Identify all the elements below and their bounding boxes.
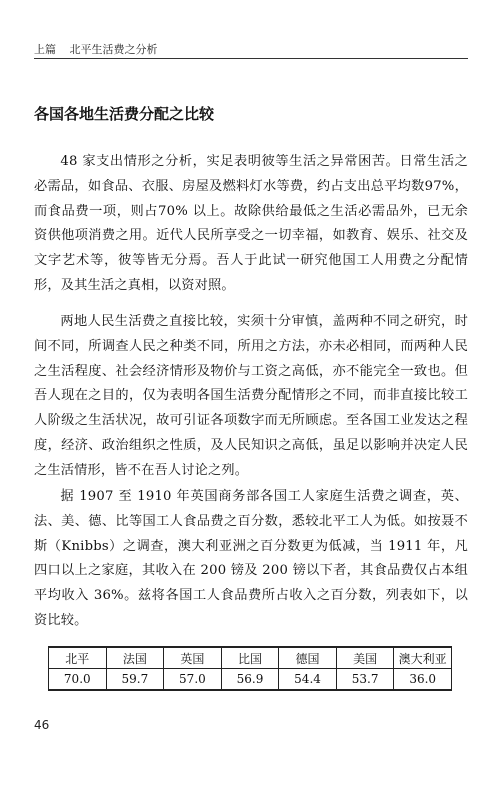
running-header-title: 北平生活费之分析 (69, 43, 158, 56)
running-header (34, 41, 158, 57)
table-cell: 56.9 (221, 669, 279, 691)
table-header-cell: 比国 (221, 647, 279, 669)
table-header-cell: 北平 (49, 647, 107, 669)
table-header-cell: 美国 (336, 647, 394, 669)
food-expense-table (48, 646, 452, 691)
table-header-cell: 德国 (279, 647, 337, 669)
table-header-cell: 法国 (106, 647, 164, 669)
table-cell: 59.7 (106, 669, 164, 691)
header-divider (34, 58, 468, 59)
section-title: 各国各地生活费分配之比较 (34, 105, 215, 123)
table-header-row (49, 647, 452, 669)
paragraph-2: 两地人民生活费之直接比较，实须十分审慎，盖两种不同之研究，时间不同，所调查人民之种类不同，所用之方法，亦未必相同，而两种人民之生活程度、社会经济情形及物价与工资之高低，亦不能完全一致也。但吾人现在之目的，仅为表明各国生活费分配情形之不同，而非直接比较工人阶级之生活状况，故可引证各项数字而无所顾虑。至各国工业发达之程度，经济、政治组织之性质，及人民知识之高低，虽足以影响并决定人民之生活情形，皆不在吾人讨论之列。 (34, 314, 468, 478)
table-cell: 36.0 (394, 669, 452, 691)
table-header-cell: 澳大利亚 (394, 647, 452, 669)
table-cell: 53.7 (336, 669, 394, 691)
table-row (49, 669, 452, 691)
page-number: 46 (34, 718, 50, 732)
paragraph-1: 48 家支出情形之分析，实足表明彼等生活之异常困苦。日常生活之必需品，如食品、衣服、房屋及燃料灯水等费，约占支出总平均数97%，而食品费一项，则占70% 以上。故除供给最低之生活必需品外，已无余资供他项消费之用。近代人民所享受之一切幸福，如教育、娱乐、社交及文字艺术等，彼等皆无分焉。吾人于此试一研究他国工人用费之分配情形，及其生活之真相，以资对照。 (34, 154, 468, 293)
table-cell: 54.4 (279, 669, 337, 691)
paragraph-3: 据 1907 至 1910 年英国商务部各国工人家庭生活费之调查，英、法、美、德、比等国工人食品费之百分数，悉较北平工人为低。如按聂不斯（Knibbs）之调查，澳大利亚洲之百分数更为低减，当 1911 年，凡四口以上之家庭，其收入在 200 镑及 200 镑以下者，其食品费仅占本组平均收入 36%。兹将各国工人食品费所占收入之百分数，列表如下，以资比较。 (34, 489, 468, 628)
table-cell: 57.0 (164, 669, 222, 691)
table-header-cell: 英国 (164, 647, 222, 669)
running-header-part: 上篇 (34, 43, 56, 56)
table-cell: 70.0 (49, 669, 107, 691)
